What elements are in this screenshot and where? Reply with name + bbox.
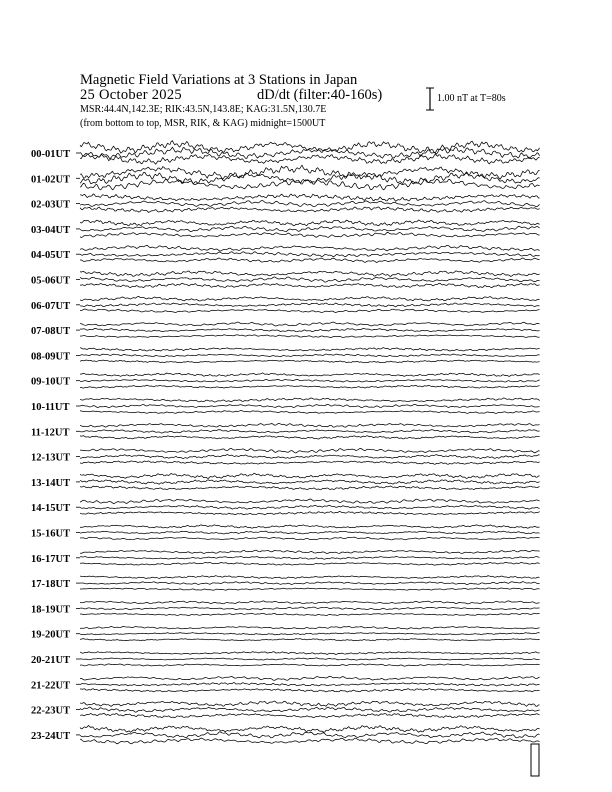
trace-msr: [80, 309, 540, 312]
row-label: 07-08UT: [31, 326, 71, 338]
row-label: 03-04UT: [31, 224, 71, 236]
trace-msr: [80, 512, 540, 515]
trace-rik: [80, 172, 540, 184]
trace-msr: [80, 335, 540, 338]
trace-msr: [80, 360, 540, 363]
row-label-group: [31, 149, 80, 742]
row-label: 12-13UT: [31, 452, 71, 464]
row-label: 01-02UT: [31, 174, 71, 186]
row-label: 20-21UT: [31, 655, 71, 666]
trace-msr: [80, 179, 540, 190]
row-label: 17-18UT: [31, 579, 71, 591]
trace-rik: [80, 404, 540, 407]
trace-msr: [80, 639, 540, 641]
trace-kag: [80, 322, 540, 326]
trace-kag: [80, 348, 540, 351]
trace-msr: [80, 207, 540, 212]
row-label: 23-24UT: [31, 730, 71, 742]
trace-kag: [80, 245, 540, 251]
trace-msr: [80, 411, 540, 414]
trace-kag: [80, 626, 540, 629]
trace-msr: [80, 232, 540, 237]
trace-msr: [80, 664, 540, 666]
trace-rik: [80, 430, 540, 433]
row-label: 21-22UT: [31, 680, 71, 692]
trace-msr: [80, 461, 540, 464]
row-label: 22-23UT: [31, 705, 71, 717]
trace-kag: [80, 271, 540, 276]
row-label: 11-12UT: [31, 427, 70, 439]
trace-kag: [80, 499, 540, 504]
trace-rik: [80, 455, 540, 459]
trace-rik: [80, 732, 540, 738]
trace-rik: [80, 328, 540, 331]
trace-msr: [80, 689, 540, 692]
trace-kag: [80, 473, 540, 478]
row-label: 06-07UT: [31, 300, 71, 312]
trace-rik: [80, 226, 540, 231]
chart-measure: dD/dt (filter:40-160s): [257, 87, 383, 103]
trace-msr: [80, 588, 540, 590]
trace-msr: [80, 537, 540, 540]
trace-rik: [80, 683, 540, 686]
trace-msr: [80, 385, 540, 388]
trace-msr: [80, 154, 540, 164]
trace-kag: [80, 652, 540, 655]
row-label: 09-10UT: [31, 376, 71, 388]
trace-kag: [80, 701, 540, 706]
row-label: 13-14UT: [31, 477, 71, 489]
row-label: 05-06UT: [31, 275, 71, 287]
trace-rik: [80, 277, 540, 282]
trace-rik: [80, 607, 540, 610]
row-label: 14-15UT: [31, 503, 71, 515]
row-label: 04-05UT: [31, 250, 71, 262]
end-marker-box: [531, 744, 539, 776]
trace-kag: [80, 398, 540, 402]
row-label: 10-11UT: [31, 402, 70, 413]
scale-bar-label: 1.00 nT at T=80s: [437, 93, 506, 104]
trace-msr: [80, 562, 540, 565]
trace-kag: [80, 220, 540, 226]
trace-rik: [80, 252, 540, 257]
row-label: 18-19UT: [31, 604, 71, 616]
trace-msr: [80, 738, 540, 744]
trace-kag: [80, 165, 540, 179]
trace-kag: [80, 576, 540, 579]
trace-rik: [80, 707, 540, 712]
trace-kag: [80, 525, 540, 528]
trace-rik: [80, 556, 540, 559]
trace-rik: [80, 582, 540, 585]
trace-msr: [80, 436, 540, 439]
trace-msr: [80, 283, 540, 287]
trace-kag: [80, 601, 540, 604]
trace-kag: [80, 423, 540, 427]
chart-title: Magnetic Field Variations at 3 Stations in Japan: [80, 72, 358, 88]
trace-rik: [80, 379, 540, 382]
row-label: 00-01UT: [31, 149, 71, 160]
row-label: 16-17UT: [31, 553, 71, 565]
row-label: 08-09UT: [31, 351, 71, 363]
trace-kag: [80, 550, 540, 553]
trace-rik: [80, 201, 540, 207]
trace-msr: [80, 486, 540, 490]
trace-kag: [80, 373, 540, 376]
trace-rik: [80, 531, 540, 534]
trace-kag: [80, 448, 540, 453]
trace-order-note: (from bottom to top, MSR, RIK, & KAG) midnight=1500UT: [80, 118, 326, 129]
trace-rik: [80, 480, 540, 484]
trace-msr: [80, 258, 540, 263]
chart-date: 25 October 2025: [80, 87, 182, 103]
trace-kag: [80, 296, 540, 301]
trace-msr: [80, 613, 540, 615]
row-label: 02-03UT: [31, 199, 71, 211]
trace-kag: [80, 141, 540, 153]
trace-kag: [80, 726, 540, 733]
trace-kag: [80, 676, 540, 680]
trace-rik: [80, 303, 540, 307]
station-coordinates: MSR:44.4N,142.3E; RIK:43.5N,143.8E; KAG:31.5N,130.7E: [80, 104, 327, 115]
trace-rik: [80, 505, 540, 509]
trace-group: [80, 141, 540, 744]
row-label: 19-20UT: [31, 629, 71, 641]
row-label: 15-16UT: [31, 528, 71, 540]
trace-rik: [80, 633, 540, 635]
trace-rik: [80, 354, 540, 357]
trace-rik: [80, 658, 540, 660]
trace-kag: [80, 194, 540, 201]
trace-msr: [80, 713, 540, 717]
